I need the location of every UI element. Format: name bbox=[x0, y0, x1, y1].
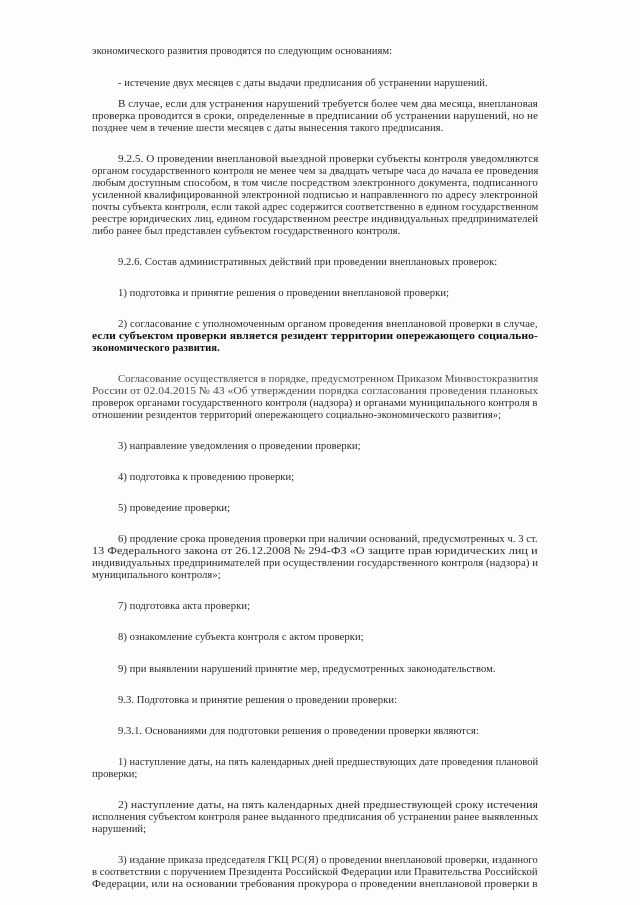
text-line: нарушений; bbox=[92, 824, 147, 835]
text-line: индивидуальных предпринимателей при осуществлении государственного контроля (надзора) и bbox=[92, 558, 539, 569]
text-line: позднее чем в течение шести месяцев с даты вынесения такого предписания. bbox=[92, 123, 444, 134]
text-line: 6) продление срока проведения проверки при наличии оснований, предусмотренных ч. 3 ст. bbox=[118, 534, 538, 545]
text-line: отношении резидентов территорий опережающего социально-экономического развития»; bbox=[92, 410, 502, 421]
text-line: - истечение двух месяцев с даты выдачи предписания об устранении нарушений. bbox=[118, 78, 488, 89]
text-line: любым доступным способом, в том числе посредством электронного документа, подписанного bbox=[92, 178, 538, 189]
text-line: усиленной квалифицированной электронной подписью и направленного по адресу электронной bbox=[92, 190, 539, 201]
text-line: 8) ознакомление субъекта контроля с актом проверки; bbox=[118, 632, 364, 643]
text-line: проверок органами государственного контроля (надзора) и органами муниципального контроля в bbox=[92, 398, 538, 409]
text-line: России от 02.04.2015 № 43 «Об утверждении порядка согласования проведения плановых bbox=[92, 386, 539, 397]
text-line: 9.3. Подготовка и принятие решения о проведении проверки: bbox=[118, 695, 398, 706]
text-line: 5) проведение проверки; bbox=[118, 503, 231, 514]
text-line: 9.2.5. О проведении внеплановой выездной проверки субъекты контроля уведомляются bbox=[118, 154, 539, 165]
text-line: экономического развития проводятся по следующим основаниям: bbox=[92, 46, 393, 57]
text-line: 4) подготовка к проведению проверки; bbox=[118, 472, 295, 483]
text-line: проверка проводится в сроки, определенные в предписании об устранении нарушений, но не bbox=[92, 111, 539, 122]
text-line: В случае, если для устранения нарушений требуется более чем два месяца, внеплановая bbox=[118, 99, 538, 110]
text-line: в соответствии с поручением Президента Российской Федерации или Правительства Российской bbox=[92, 867, 538, 878]
text-line: 13 Федерального закона от 26.12.2008 № 294-ФЗ «О защите прав юридических лиц и bbox=[92, 546, 538, 557]
text-line: экономического развития. bbox=[92, 343, 220, 354]
text-line: 9.2.6. Состав административных действий при проведении внеплановых проверок: bbox=[118, 257, 498, 268]
text-line: 1) наступление даты, на пять календарных дней предшествующих дате проведения плановой bbox=[118, 757, 539, 768]
text-line: исполнения субъектом контроля ранее выданного предписания об устранении ранее выявленных bbox=[92, 812, 539, 823]
text-line: Федерации, или на основании требования прокурора о проведении внеплановой проверки в bbox=[92, 879, 538, 890]
text-line: Согласование осуществляется в порядке, предусмотренном Приказом Минвостокразвития bbox=[118, 374, 539, 385]
text-line: если субъектом проверки является резидент территории опережающего социально- bbox=[92, 331, 538, 342]
text-line: 2) наступление даты, на пять календарных дней предшествующей сроку истечения bbox=[118, 800, 538, 811]
text-line: 3) направление уведомления о проведении проверки; bbox=[118, 441, 361, 452]
text-line: муниципального контроля»; bbox=[92, 570, 221, 581]
text-line: 3) издание приказа председателя ГКЦ РС(Я) о проведении внеплановой проверки, изданного bbox=[118, 855, 538, 866]
text-line: проверки; bbox=[92, 769, 138, 780]
text-line: почты субъекта контроля, если такой адрес содержится соответственно в едином государственном bbox=[92, 202, 539, 213]
text-line: 7) подготовка акта проверки; bbox=[118, 601, 251, 612]
text-line: реестре юридических лиц, едином государственном реестре индивидуальных предпринимателей bbox=[92, 214, 539, 225]
text-line: органом государственного контроля не менее чем за двадцать четыре часа до начала ее проведения bbox=[92, 166, 539, 177]
text-line: 2) согласование с уполномоченным органом проведения внеплановой проверки в случае, bbox=[118, 319, 538, 330]
text-line: 1) подготовка и принятие решения о проведении внеплановой проверки; bbox=[118, 288, 450, 299]
text-line: 9.3.1. Основаниями для подготовки решения о проведении проверки являются: bbox=[118, 726, 479, 737]
text-line: 9) при выявлении нарушений принятие мер, предусмотренных законодательством. bbox=[118, 664, 496, 675]
text-line: либо ранее был представлен субъектом государственного контроля. bbox=[92, 226, 401, 237]
